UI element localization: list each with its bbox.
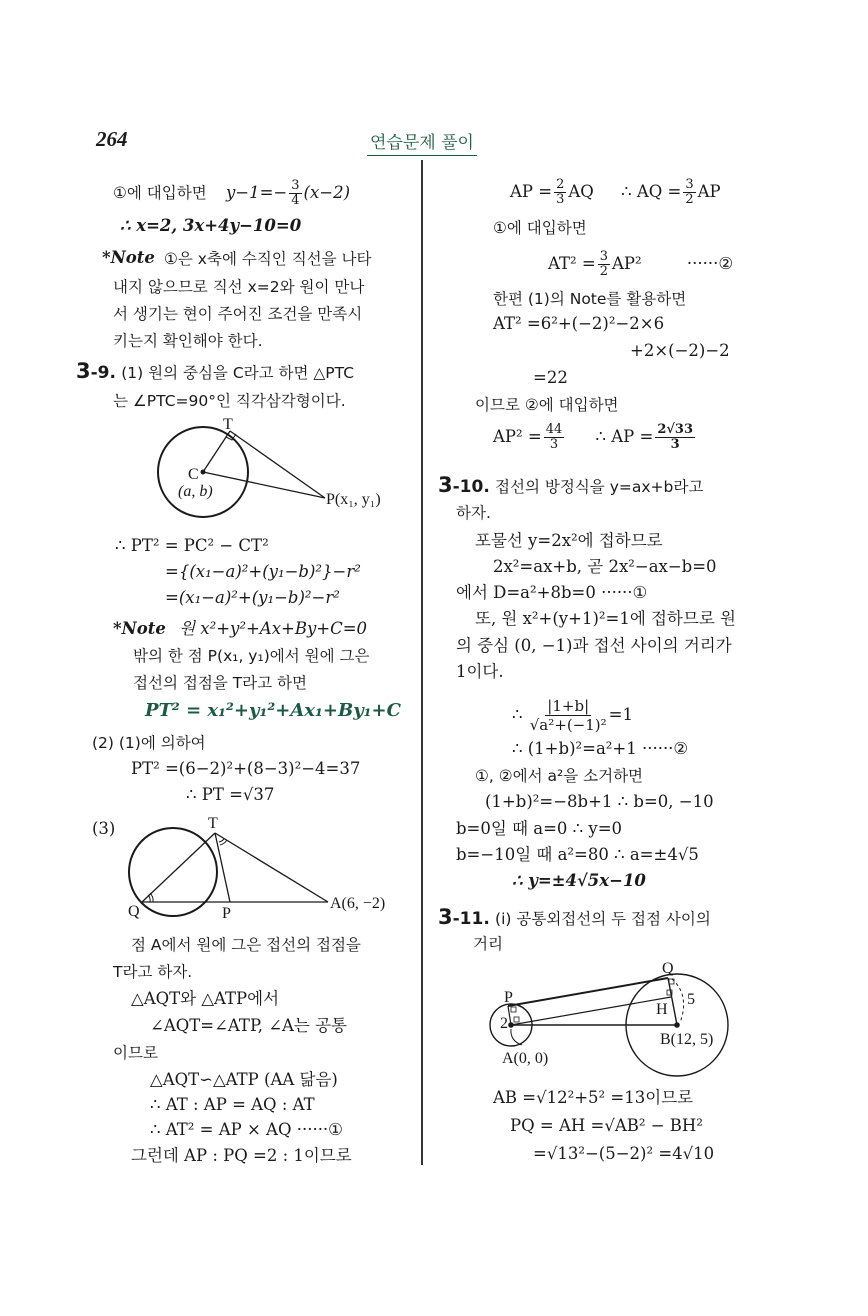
part-2-equation: PT² =(6−2)²+(8−3)²−4=37 (131, 759, 361, 778)
tangent-secant-diagram (120, 812, 420, 924)
part-3-label: (3) (92, 819, 116, 838)
label-C: C (188, 466, 199, 483)
part-3-text: 점 A에서 원에 그은 접선의 접점을 (131, 936, 361, 954)
label-radius-5: 5 (687, 991, 695, 1008)
ab-length: AB =√12²+5² =13이므로 (493, 1088, 694, 1107)
note-2-line: *Note 원 x²+y²+Ax+By+C=0 (113, 619, 368, 638)
substitution-line: ①에 대입하면 (493, 219, 587, 237)
pt-expansion-2: =(x₁−a)²+(y₁−b)²−r² (165, 588, 340, 607)
ap-aq-relation: AP = $\frac{2}{3}$ AQ ∴ AQ = $\frac{3}{2}$ AP (510, 177, 721, 207)
section-3-10-line: (1+b)²=−8b+1 ∴ b=0, −10 (485, 792, 714, 811)
note-text-line: ①은 x축에 수직인 직선을 나타 (164, 250, 372, 268)
section-3-10-text: 하자. (456, 504, 491, 522)
at-squared-computation-cont: +2×(−2)−2 (630, 341, 730, 360)
label-radius-2: 2 (500, 1015, 508, 1032)
result-equation: ∴ x=2, 3x+4y−10=0 (120, 216, 302, 235)
section-3-10-line: b=−10일 때 a²=80 ∴ a=±4√5 (456, 845, 699, 864)
section-3-9-text: 는 ∠PTC=90°인 직각삼각형이다. (113, 392, 346, 410)
note-text-line: 키는지 확인해야 한다. (113, 332, 263, 350)
section-3-9-heading: 3-9. (1) 원의 중심을 C라고 하면 △PTC (76, 359, 355, 383)
page-number: 264 (96, 127, 128, 151)
part-3-text: ∠AQT=∠ATP, ∠A는 공통 (150, 1016, 347, 1035)
label-T: T (223, 416, 233, 433)
label-P: P (222, 905, 231, 922)
pt-squared-equation: ∴ PT² = PC² − CT² (115, 536, 269, 555)
label-T: T (208, 815, 218, 832)
section-3-10-heading: 3-10. 접선의 방정식을 y=ax+b라고 (438, 473, 704, 497)
section-3-10-line: ①, ②에서 a²을 소거하면 (475, 767, 644, 785)
ap-result: AP² = $\frac{44}{3}$ ∴ AP = $\frac{2√33}{3}$ (493, 422, 694, 452)
pt-expansion-1: ={(x₁−a)²+(y₁−b)²}−r² (165, 562, 361, 581)
part-3-text: △AQT와 △ATP에서 (131, 989, 280, 1008)
column-divider (421, 160, 423, 1165)
at-squared-relation: AT² = $\frac{3}{2}$ AP² ······② (548, 249, 734, 279)
label-A: A(0, 0) (502, 1050, 549, 1067)
section-3-10-line: 또, 원 x²+(y+1)²=1에 접하므로 원 (475, 609, 736, 628)
note-reference-line: 한편 (1)의 Note를 활용하면 (493, 290, 687, 308)
substitution-line-2: 이므로 ②에 대입하면 (475, 396, 619, 414)
note-text-line: 내지 않으므로 직선 x=2와 원이 만나 (113, 278, 365, 296)
fraction: $\frac{3}{4}$ (291, 178, 300, 208)
note-label: *Note (102, 248, 155, 267)
section-3-10-line: 1이다. (456, 662, 504, 681)
common-tangent-diagram (480, 955, 770, 1080)
note-2-text: 밖의 한 점 P(x₁, y₁)에서 원에 그은 (133, 647, 370, 665)
label-P: P (504, 989, 513, 1006)
section-3-10-line: 에서 D=a²+8b=0 ······① (456, 583, 648, 602)
label-P: P(x₁, y₁) (326, 491, 381, 508)
section-3-11-heading: 3-11. (i) 공통외접선의 두 접점 사이의 (438, 905, 711, 929)
part-2-heading: (2) (1)에 의하여 (92, 734, 206, 752)
at-squared-value: =22 (533, 368, 568, 387)
label-Q: Q (128, 903, 140, 920)
pq-result: =√13²−(5−2)² =4√10 (533, 1144, 715, 1163)
pq-length: PQ = AH =√AB² − BH² (510, 1116, 703, 1135)
substitution-text: ①에 대입하면 (113, 184, 207, 202)
part-3-text: T라고 하자. (113, 963, 193, 981)
label-Q: Q (662, 960, 674, 977)
label-B: B(12, 5) (660, 1031, 714, 1048)
section-3-11-text: 거리 (473, 935, 503, 953)
part-3-text: △AQT∽△ATP (AA 닮음) (150, 1070, 338, 1089)
label-C-coord: (a, b) (178, 483, 213, 500)
part-2-result: ∴ PT =√37 (186, 785, 275, 804)
page-header-title: 연습문제 풀이 (367, 128, 477, 156)
section-3-10-line: b=0일 때 a=0 ∴ y=0 (456, 819, 623, 838)
section-3-10-line: 의 중심 (0, −1)과 접선 사이의 거리가 (456, 636, 732, 655)
label-A: A(6, −2) (330, 895, 386, 912)
part-3-text: ∴ AT : AP = AQ : AT (150, 1095, 315, 1114)
note-2-formula: PT² = x₁²+y₁²+Ax₁+By₁+C (145, 700, 401, 721)
note-2-text: 접선의 접점을 T라고 하면 (133, 674, 307, 692)
tangent-diagram-1 (150, 415, 410, 525)
substitution-line: ①에 대입하면 y−1=− $\frac{3}{4}$ (x−2) (113, 178, 351, 208)
distance-formula: ∴ $\frac{|1+b|}{\text{√a²+(−1)²}}$ =1 (512, 697, 633, 734)
section-3-10-line: 2x²=ax+b, 곧 2x²−ax−b=0 (493, 557, 717, 576)
part-3-text: 이므로 (113, 1044, 158, 1062)
part-3-text: ∴ AT² = AP × AQ ······① (150, 1120, 343, 1139)
section-3-10-line: 포물선 y=2x²에 접하므로 (475, 531, 663, 550)
at-squared-computation: AT² =6²+(−2)²−2×6 (493, 314, 665, 333)
section-3-10-line: ∴ (1+b)²=a²+1 ······② (512, 739, 689, 758)
section-3-10-answer: ∴ y=±4√5x−10 (512, 871, 646, 890)
label-H: H (656, 1001, 668, 1018)
line-equation: y−1=− (225, 183, 288, 202)
part-3-text: 그런데 AP : PQ =2 : 1이므로 (131, 1146, 352, 1165)
note-text-line: 서 생기는 현이 주어진 조건을 만족시 (113, 305, 363, 323)
